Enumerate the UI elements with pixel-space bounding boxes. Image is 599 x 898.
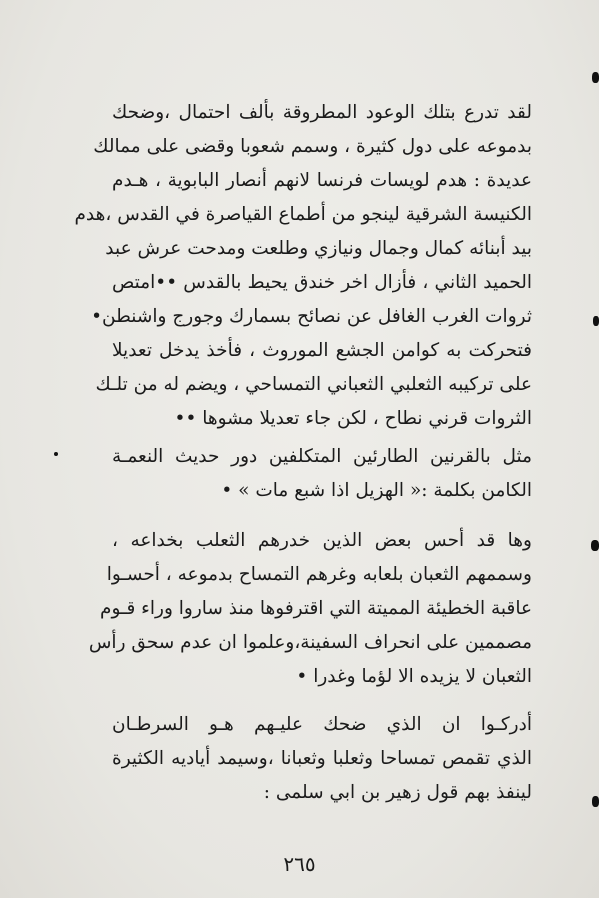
text-line: وسممهم الثعبان بلعابه وغرهم التمساح بدموعه ، أحسـوا: [106, 564, 532, 585]
text-line: الحميد الثاني ، فأزال اخر خندق يحيط بالقدس ••امتص: [112, 272, 532, 293]
page-number: ٢٦٥: [283, 852, 316, 876]
text-line: الكنيسة الشرقية لينجو من أطماع القياصرة في القدس ،هدم: [74, 204, 532, 225]
text-line: لينفذ بهم قول زهير بن ابي سلمى :: [263, 782, 532, 803]
text-line: بدموعه على دول كثيرة ، وسمم شعوبا وقضى على ممالك: [93, 136, 532, 157]
text-line: الذي تقمص تمساحا وثعلبا وثعبانا ،وسيمد أياديه الكثيرة: [112, 748, 532, 769]
paragraph-4: [112, 708, 532, 810]
text-line: لقد تدرع بتلك الوعود المطروقة بألف احتمال ،وضحك: [112, 102, 532, 123]
text-line: مصممين على انحراف السفينة،وعلموا ان عدم سحق رأس: [88, 632, 532, 653]
ink-mark: [593, 316, 599, 326]
paragraph-1: [74, 96, 532, 436]
paragraph-3: [88, 524, 532, 694]
text-line: الثعبان لا يزيده الا لؤما وغدرا •: [296, 666, 532, 687]
text-line: الثروات قرني نطاح ، لكن جاء تعديلا مشوها ••: [174, 408, 532, 429]
text-line: بيد أبنائه كمال وجمال ونيازي وطلعت ومدحت عرش عبد: [105, 238, 532, 259]
text-line: وها قد أحس بعض الذين خدرهم الثعلب بخداعه ،: [112, 530, 532, 551]
text-line: عاقبة الخطيئة المميتة التي اقترفوها منذ ساروا وراء قـوم: [100, 598, 532, 619]
text-line: عديدة : هدم لويسات فرنسا لانهم أنصار البابوية ، هـدم: [112, 170, 532, 191]
ink-mark: [592, 72, 599, 83]
ink-mark: [592, 796, 599, 807]
paragraph-2: [112, 440, 532, 508]
text-line: أدركـوا ان الذي ضحك عليـهم هـو السرطـان: [112, 714, 532, 735]
ink-mark: [54, 452, 58, 456]
ink-mark: [591, 540, 599, 551]
text-line: ثروات الغرب الغافل عن نصائح بسمارك وجورج واشنطن•: [91, 306, 532, 327]
text-line: فتحركت به كوامن الجشع الموروث ، فأخذ يدخل تعديلا: [112, 340, 532, 361]
text-line: على تركيبه الثعلبي الثعباني التمساحي ، ويضم له من تلـك: [95, 374, 532, 395]
text-line: مثل بالقرنين الطارئين المتكلفين دور حديث النعمـة: [112, 446, 532, 467]
text-line: الكامن بكلمة :« الهزيل اذا شبع مات » •: [221, 480, 532, 501]
